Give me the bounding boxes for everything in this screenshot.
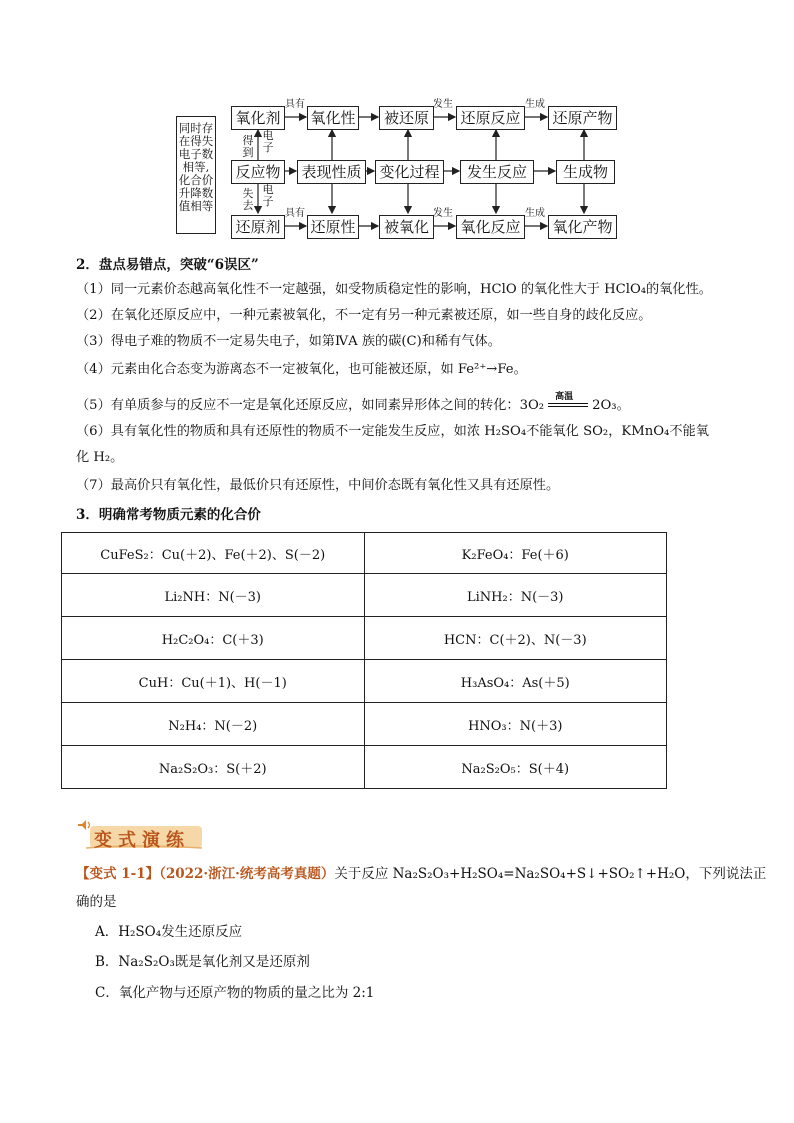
label-electron-bottom-2: 子 bbox=[262, 195, 274, 208]
label-have-bottom: 具有 bbox=[285, 208, 305, 219]
label-have-top: 具有 bbox=[285, 99, 305, 110]
label-gain-2: 到 bbox=[242, 146, 254, 159]
box-reaction: 发生反应 bbox=[460, 160, 534, 184]
box-oxidation-product: 氧化产物 bbox=[548, 215, 617, 239]
box-reactant: 反应物 bbox=[231, 160, 285, 184]
box-reducing: 还原性 bbox=[307, 215, 359, 239]
exercise-stem-line2: 确的是 bbox=[76, 894, 117, 910]
misconception-1: （1）同一元素价态越高氧化性不一定越强，如受物质稳定性的影响，HClO 的氧化性大于 HClO₄的氧化性。 bbox=[76, 282, 712, 297]
misconception-6: （6）具有氧化性的物质和具有还原性的物质不一定能发生反应，如浓 H₂SO₄不能氧化 SO₂，KMnO₄不能氧 bbox=[76, 424, 709, 439]
box-change-process: 变化过程 bbox=[375, 160, 444, 184]
box-reductant: 还原剂 bbox=[231, 215, 285, 239]
valence-table bbox=[61, 532, 667, 789]
label-electron-top-1: 电 bbox=[262, 129, 274, 142]
option-b: B．Na₂S₂O₃既是氧化剂又是还原剂 bbox=[95, 954, 310, 970]
option-a: A．H₂SO₄发生还原反应 bbox=[95, 924, 243, 940]
label-electron-top-2: 子 bbox=[262, 141, 274, 154]
label-electron-bottom-1: 电 bbox=[262, 183, 274, 196]
box-property: 表现性质 bbox=[297, 160, 366, 184]
practice-banner bbox=[76, 816, 206, 850]
exercise-stem-line1: 关于反应 Na₂S₂O₃+H₂SO₄=Na₂SO₄+S↓+SO₂↑+H₂O，下列说法正 bbox=[334, 866, 767, 882]
label-occur-top: 发生 bbox=[433, 99, 453, 110]
table-row bbox=[62, 533, 667, 574]
high-temp-arrow bbox=[548, 394, 588, 412]
note-line: 化合价 bbox=[178, 173, 214, 187]
note-line: 在得失 bbox=[178, 134, 214, 148]
table-cell: H₂C₂O₄：C(＋3) bbox=[62, 617, 365, 660]
label-occur-bottom: 发生 bbox=[433, 208, 453, 219]
table-cell: HNO₃：N(＋3) bbox=[364, 703, 667, 746]
misconception-6-cont: 化 H₂。 bbox=[76, 450, 124, 465]
note-line: 升降数 bbox=[178, 186, 214, 200]
box-reduction-reaction: 还原反应 bbox=[456, 106, 525, 130]
misconception-5-text: （5）有单质参与的反应不一定是氧化还原反应，如同素异形体之间的转化：3O₂ bbox=[76, 398, 545, 413]
table-cell: K₂FeO₄：Fe(＋6) bbox=[364, 533, 667, 574]
label-lose-2: 去 bbox=[242, 199, 254, 212]
table-cell: Na₂S₂O₅：S(＋4) bbox=[364, 746, 667, 789]
box-product: 生成物 bbox=[556, 160, 615, 184]
table-cell: LiNH₂：N(－3) bbox=[364, 574, 667, 617]
table-cell: N₂H₄：N(－2) bbox=[62, 703, 365, 746]
misconception-5 bbox=[76, 394, 630, 416]
misconception-7: （7）最高价只有氧化性，最低价只有还原性，中间价态既有氧化性又具有还原性。 bbox=[76, 478, 560, 493]
option-c: C．氧化产物与还原产物的物质的量之比为 2:1 bbox=[95, 985, 375, 1001]
box-oxidized: 被氧化 bbox=[379, 215, 434, 239]
label-gain-1: 得 bbox=[242, 134, 254, 147]
box-oxidizing: 氧化性 bbox=[307, 106, 359, 130]
box-oxidation-reaction: 氧化反应 bbox=[456, 215, 525, 239]
table-cell: CuFeS₂：Cu(＋2)、Fe(＋2)、S(－2) bbox=[62, 533, 365, 574]
misconception-2: （2）在氧化还原反应中，一种元素被氧化，不一定有另一种元素被还原，如一些自身的歧化反应。 bbox=[76, 308, 652, 323]
table-cell: H₃AsO₄：As(＋5) bbox=[364, 660, 667, 703]
table-cell: Na₂S₂O₃：S(＋2) bbox=[62, 746, 365, 789]
box-reduction-product: 还原产物 bbox=[548, 106, 617, 130]
section2-heading: 2．盘点易错点，突破“6误区” bbox=[76, 257, 259, 273]
table-cell: Li₂NH：N(－3) bbox=[62, 574, 365, 617]
table-row bbox=[62, 746, 667, 789]
high-temp-label: 高温 bbox=[555, 392, 574, 402]
table-row bbox=[62, 574, 667, 617]
misconception-5-end: 2O₃。 bbox=[592, 398, 630, 413]
misconception-4: （4）元素由化合态变为游离态不一定被氧化，也可能被还原，如 Fe²⁺→Fe。 bbox=[76, 362, 527, 377]
label-lose-1: 失 bbox=[242, 187, 254, 200]
label-generate-top: 生成 bbox=[525, 99, 545, 110]
note-line: 电子数 bbox=[178, 147, 214, 161]
table-cell: HCN：C(＋2)、N(－3) bbox=[364, 617, 667, 660]
note-line: 相等, bbox=[182, 160, 210, 174]
misconception-3: （3）得电子难的物质不一定易失电子，如第ⅣA 族的碳(C)和稀有气体。 bbox=[76, 334, 501, 349]
table-row bbox=[62, 617, 667, 660]
note-line: 值相等 bbox=[178, 199, 214, 213]
table-row bbox=[62, 660, 667, 703]
banner-text: 变式演练 bbox=[94, 830, 190, 851]
table-cell: CuH：Cu(＋1)、H(－1) bbox=[62, 660, 365, 703]
box-oxidant: 氧化剂 bbox=[231, 106, 285, 130]
label-generate-bottom: 生成 bbox=[525, 208, 545, 219]
box-reduced: 被还原 bbox=[379, 106, 434, 130]
exercise-tag: 【变式 1-1】 bbox=[76, 866, 160, 882]
exercise-source: （2022·浙江·统考高考真题） bbox=[159, 866, 335, 882]
note-line: 同时存 bbox=[178, 121, 214, 135]
exercise-stem bbox=[76, 864, 766, 884]
table-row bbox=[62, 703, 667, 746]
section3-heading: 3．明确常考物质元素的化合价 bbox=[76, 507, 261, 523]
